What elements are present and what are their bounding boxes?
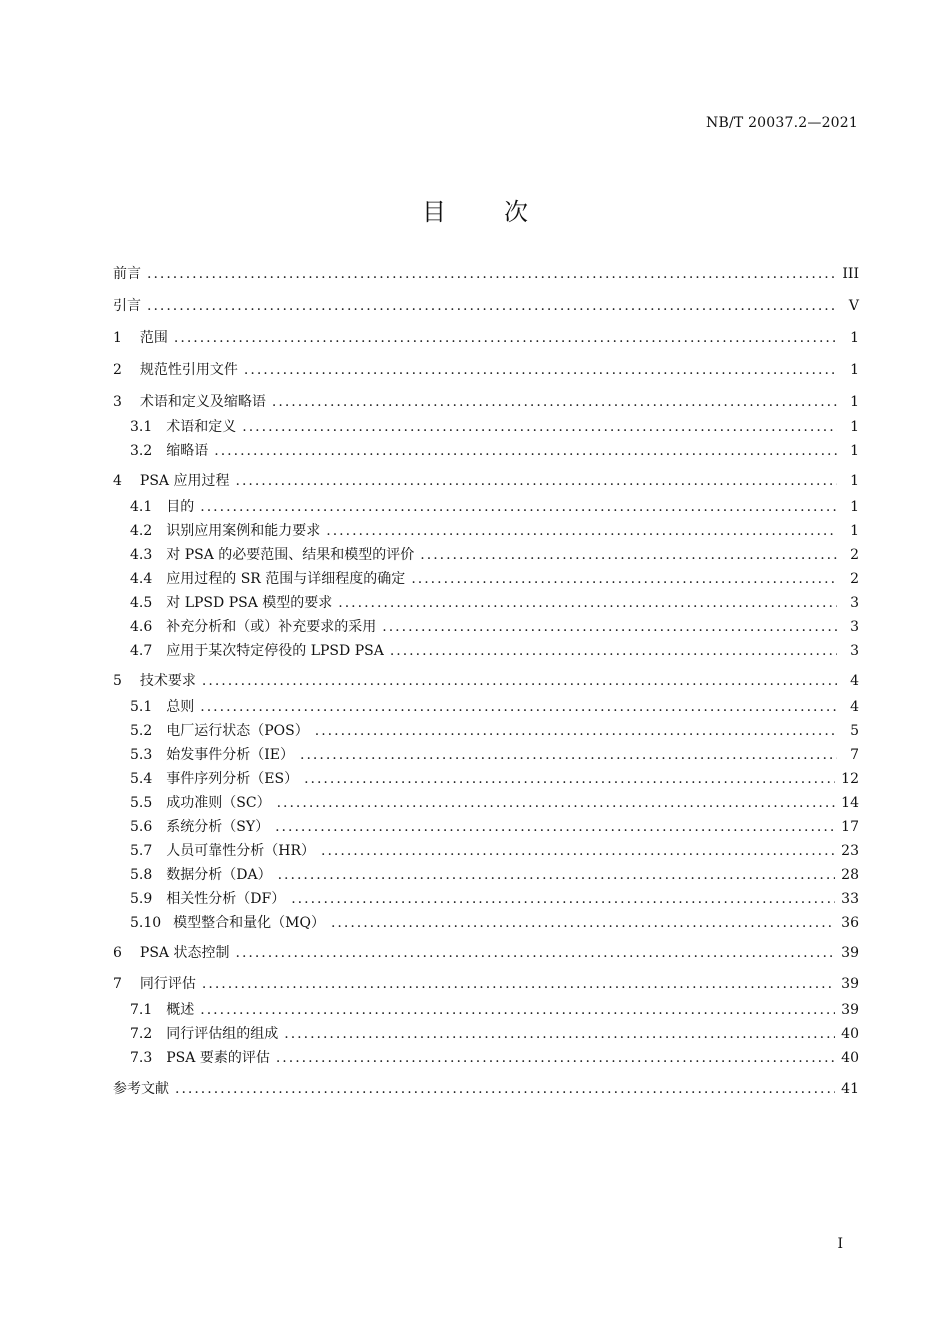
- toc-entry[interactable]: [130, 520, 859, 542]
- toc-entry-label: PSA 要素的评估: [166, 1050, 270, 1066]
- toc-leader-dots: [420, 544, 837, 566]
- toc-entry-label: 技术要求: [139, 673, 196, 689]
- toc-leader-dots: [300, 744, 837, 766]
- toc-entry-number: 5.6: [130, 819, 153, 835]
- toc-leader-dots: [175, 1078, 835, 1100]
- toc-entry[interactable]: [130, 1047, 859, 1069]
- toc-entry[interactable]: [130, 496, 859, 518]
- toc-entry-label: PSA 状态控制: [139, 945, 230, 961]
- toc-entry-label: 同行评估: [139, 976, 196, 992]
- toc-entry-label: 对 LPSD PSA 模型的要求: [166, 595, 333, 611]
- toc-leader-dots: [390, 640, 837, 662]
- toc-entry-page: 1: [850, 330, 859, 346]
- toc-entry-number: 5.9: [130, 891, 153, 907]
- toc-entry-number: 3: [113, 394, 122, 410]
- toc-entry-page: 28: [841, 867, 859, 883]
- toc-entry-label: 模型整合和量化（MQ）: [173, 915, 325, 931]
- toc-entry[interactable]: [113, 295, 859, 317]
- toc-entry-label: 应用于某次特定停役的 LPSD PSA: [166, 643, 384, 659]
- toc-entry-number: 5.7: [130, 843, 153, 859]
- toc-entry[interactable]: [113, 670, 859, 692]
- toc-entry-number: 5.8: [130, 867, 153, 883]
- toc-entry-page: 3: [850, 619, 859, 635]
- toc-entry-page: 39: [841, 976, 859, 992]
- toc-entry-label: 规范性引用文件: [139, 362, 238, 378]
- toc-entry-page: 3: [850, 643, 859, 659]
- toc-leader-dots: [200, 496, 837, 518]
- toc-entry-page: 3: [850, 595, 859, 611]
- toc-entry-number: 2: [113, 362, 122, 378]
- toc-leader-dots: [147, 263, 836, 285]
- toc-leader-dots: [202, 670, 837, 692]
- toc-entry-page: 39: [841, 945, 859, 961]
- toc-entry-label: 术语和定义: [166, 419, 237, 435]
- toc-entry-label: 始发事件分析（IE）: [166, 747, 295, 763]
- toc-leader-dots: [411, 568, 837, 590]
- toc-entry-label: 概述: [166, 1002, 195, 1018]
- toc-entry-number: 7.1: [130, 1002, 153, 1018]
- toc-entry-page: 23: [841, 843, 859, 859]
- toc-entry-page: 1: [850, 443, 859, 459]
- toc-leader-dots: [147, 295, 837, 317]
- toc-entry[interactable]: [130, 696, 859, 718]
- toc-entry-label: 前言: [113, 266, 141, 282]
- toc-entry-number: 3.1: [130, 419, 153, 435]
- toc-entry[interactable]: [130, 440, 859, 462]
- toc-entry-label: 术语和定义及缩略语: [139, 394, 266, 410]
- toc-leader-dots: [338, 592, 837, 614]
- toc-entry-label: 同行评估组的组成: [166, 1026, 279, 1042]
- toc-entry-page: 1: [850, 523, 859, 539]
- toc-leader-dots: [272, 391, 837, 413]
- toc-leader-dots: [214, 440, 837, 462]
- toc-entry[interactable]: [113, 942, 859, 964]
- toc-leader-dots: [200, 999, 835, 1021]
- toc-leader-dots: [236, 942, 836, 964]
- toc-entry-page: 39: [841, 1002, 859, 1018]
- toc-entry[interactable]: [113, 470, 859, 492]
- toc-entry-page: 1: [850, 362, 859, 378]
- toc-leader-dots: [291, 888, 835, 910]
- toc-entry-page: 1: [850, 473, 859, 489]
- document-code: NB/T 20037.2—2021: [706, 115, 858, 131]
- toc-entry-number: 4.6: [130, 619, 153, 635]
- toc-entry-label: 系统分析（SY）: [166, 819, 270, 835]
- toc-entry-number: 7.3: [130, 1050, 153, 1066]
- toc-entry[interactable]: [130, 1023, 859, 1045]
- toc-entry-number: 4.4: [130, 571, 153, 587]
- toc-entry[interactable]: [130, 864, 859, 886]
- toc-entry-page: 12: [841, 771, 859, 787]
- toc-entry-page: V: [848, 298, 859, 314]
- toc-entry-page: 41: [841, 1081, 859, 1097]
- toc-entry[interactable]: [130, 840, 859, 862]
- toc-leader-dots: [202, 973, 835, 995]
- toc-entry-page: 5: [850, 723, 859, 739]
- toc-entry-label: 缩略语: [166, 443, 209, 459]
- toc-title: 目次: [422, 198, 586, 226]
- toc-entry-label: 引言: [113, 298, 141, 314]
- toc-entry[interactable]: [113, 359, 859, 381]
- toc-entry-number: 5.10: [130, 915, 162, 931]
- toc-leader-dots: [242, 416, 837, 438]
- toc-entry-page: 1: [850, 394, 859, 410]
- toc-entry-label: 人员可靠性分析（HR）: [166, 843, 316, 859]
- toc-entry[interactable]: [130, 416, 859, 438]
- toc-entry[interactable]: [130, 544, 859, 566]
- toc-entry-label: 事件序列分析（ES）: [166, 771, 299, 787]
- toc-leader-dots: [275, 816, 835, 838]
- toc-entry-number: 5.4: [130, 771, 153, 787]
- toc-entry-page: 2: [850, 571, 859, 587]
- toc-leader-dots: [382, 616, 837, 638]
- toc-entry-label: 成功准则（SC）: [166, 795, 271, 811]
- toc-entry-label: 识别应用案例和能力要求: [166, 523, 321, 539]
- toc-entry-number: 6: [113, 945, 122, 961]
- toc-entry-page: 4: [850, 699, 859, 715]
- toc-entry-number: 4.3: [130, 547, 153, 563]
- toc-entry-number: 3.2: [130, 443, 153, 459]
- toc-entry[interactable]: [113, 1078, 859, 1100]
- toc-entry-page: 17: [841, 819, 859, 835]
- toc-entry-label: 目的: [166, 499, 195, 515]
- toc-leader-dots: [331, 912, 835, 934]
- toc-entry-page: 36: [841, 915, 859, 931]
- toc-entry[interactable]: [113, 391, 859, 413]
- toc-entry-number: 4.1: [130, 499, 153, 515]
- toc-entry-page: 33: [841, 891, 859, 907]
- toc-entry[interactable]: [130, 720, 859, 742]
- toc-entry[interactable]: [130, 592, 859, 614]
- toc-leader-dots: [244, 359, 837, 381]
- toc-entry-page: 7: [850, 747, 859, 763]
- toc-entry[interactable]: [130, 999, 859, 1021]
- toc-entry[interactable]: [130, 792, 859, 814]
- toc-leader-dots: [277, 792, 836, 814]
- toc-entry-number: 5.2: [130, 723, 153, 739]
- toc-entry-number: 4: [113, 473, 122, 489]
- toc-entry-page: 4: [850, 673, 859, 689]
- toc-entry-label: PSA 应用过程: [139, 473, 230, 489]
- toc-entry-label: 对 PSA 的必要范围、结果和模型的评价: [166, 547, 415, 563]
- toc-entry-page: III: [842, 266, 859, 282]
- toc-entry-label: 相关性分析（DF）: [166, 891, 286, 907]
- toc-entry-label: 范围: [139, 330, 168, 346]
- toc-entry[interactable]: [130, 640, 859, 662]
- toc-entry-number: 5.1: [130, 699, 153, 715]
- toc-entry[interactable]: [130, 568, 859, 590]
- toc-leader-dots: [304, 768, 835, 790]
- toc-entry-label: 数据分析（DA）: [166, 867, 272, 883]
- toc-entry-label: 应用过程的 SR 范围与详细程度的确定: [166, 571, 406, 587]
- toc-entry[interactable]: [130, 816, 859, 838]
- toc-entry[interactable]: [113, 973, 859, 995]
- toc-entry-number: 7: [113, 976, 122, 992]
- toc-leader-dots: [284, 1023, 835, 1045]
- toc-entry-number: 7.2: [130, 1026, 153, 1042]
- toc-entry-label: 电厂运行状态（POS）: [166, 723, 309, 739]
- toc-entry-page: 1: [850, 419, 859, 435]
- toc-entry-page: 1: [850, 499, 859, 515]
- toc-leader-dots: [321, 840, 835, 862]
- toc-entry[interactable]: [113, 327, 859, 349]
- toc-leader-dots: [326, 520, 837, 542]
- toc-entry-number: 4.5: [130, 595, 153, 611]
- toc-entry-page: 2: [850, 547, 859, 563]
- toc-entry-label: 补充分析和（或）补充要求的采用: [166, 619, 377, 635]
- toc-leader-dots: [236, 470, 838, 492]
- toc-entry-number: 4.2: [130, 523, 153, 539]
- toc-leader-dots: [315, 720, 837, 742]
- toc-entry-label: 总则: [166, 699, 195, 715]
- toc-leader-dots: [200, 696, 837, 718]
- toc-entry-number: 4.7: [130, 643, 153, 659]
- toc-entry[interactable]: [130, 912, 859, 934]
- page-number: I: [837, 1236, 843, 1252]
- toc-leader-dots: [174, 327, 837, 349]
- toc-entry[interactable]: [113, 263, 859, 285]
- toc-entry[interactable]: [130, 768, 859, 790]
- toc-entry-page: 40: [841, 1050, 859, 1066]
- toc-leader-dots: [278, 864, 836, 886]
- toc-entry-label: 参考文献: [113, 1081, 169, 1097]
- toc-entry-page: 14: [841, 795, 859, 811]
- toc-entry-page: 40: [841, 1026, 859, 1042]
- toc-entry-number: 5: [113, 673, 122, 689]
- toc-entry[interactable]: [130, 616, 859, 638]
- toc-entry-number: 1: [113, 330, 122, 346]
- toc-entry[interactable]: [130, 888, 859, 910]
- toc-leader-dots: [276, 1047, 835, 1069]
- toc-entry-number: 5.3: [130, 747, 153, 763]
- toc-entry-number: 5.5: [130, 795, 153, 811]
- toc-entry[interactable]: [130, 744, 859, 766]
